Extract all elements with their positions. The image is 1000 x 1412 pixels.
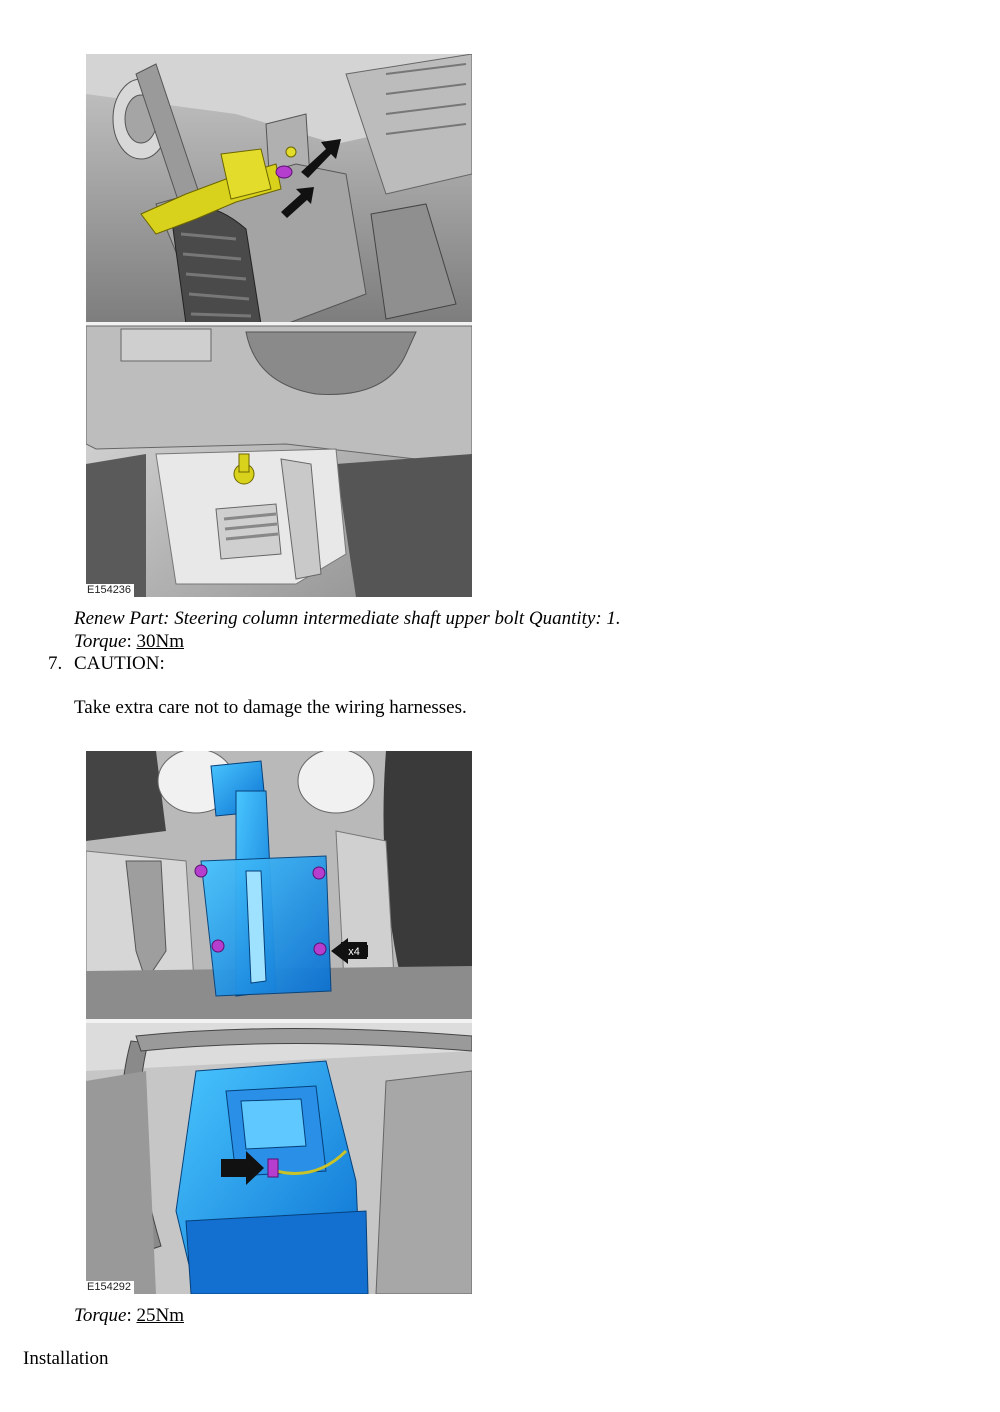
torque-line-2	[74, 1305, 184, 1327]
fastener-count-callout: x4	[348, 946, 360, 958]
torque-line-1	[74, 631, 184, 653]
caution-text: Take extra care not to damage the wiring harnesses.	[74, 697, 467, 718]
figure-e154292	[86, 751, 472, 1294]
figure-2-illustration	[86, 751, 472, 1294]
figure-1-id: E154236	[86, 584, 134, 597]
torque-label: Torque	[74, 631, 127, 652]
step-number: 7.	[48, 653, 63, 674]
torque-separator: :	[126, 1305, 137, 1326]
figure-1-illustration	[86, 54, 472, 597]
torque-value-link[interactable]: 30Nm	[136, 631, 184, 652]
torque-value-link[interactable]: 25Nm	[136, 1305, 184, 1326]
caution-heading: CAUTION:	[74, 653, 165, 674]
figure-2-id: E154292	[86, 1281, 134, 1294]
torque-label: Torque	[74, 1305, 127, 1326]
section-heading-installation: Installation	[23, 1348, 109, 1369]
figure-e154236	[86, 54, 472, 597]
renew-part-note: Renew Part: Steering column intermediate shaft upper bolt Quantity: 1.	[74, 608, 621, 629]
torque-separator: :	[126, 631, 137, 652]
